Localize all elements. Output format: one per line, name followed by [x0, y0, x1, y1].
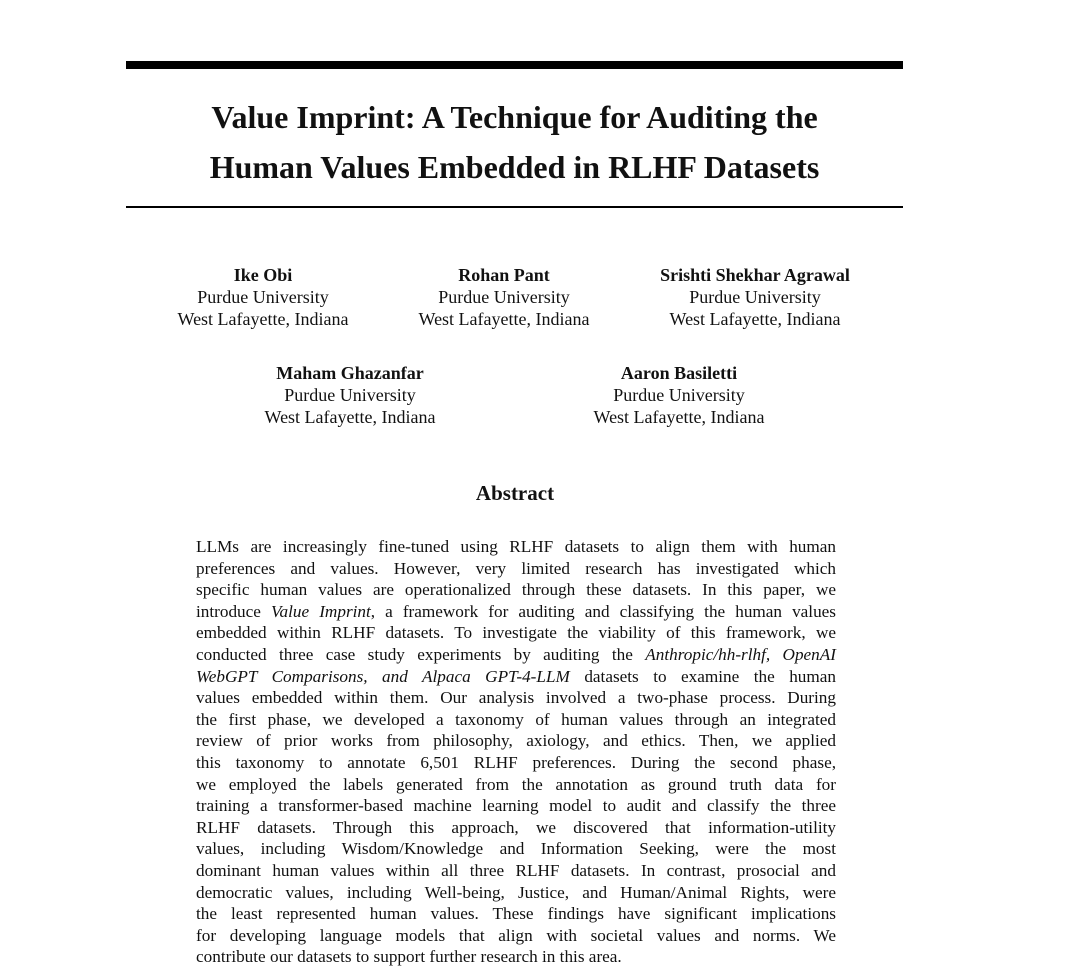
abstract-line: training a transformer-based machine learning model to audit and classify the three	[196, 796, 836, 816]
abstract-line: LLMs are increasingly fine-tuned using RLHF datasets to align them with human	[196, 537, 836, 556]
abstract-line: the first phase, we developed a taxonomy of human values through an integrated	[196, 709, 836, 729]
author-location: West Lafayette, Indiana	[593, 407, 765, 427]
author-location: West Lafayette, Indiana	[264, 407, 436, 427]
abstract-line: contribute our datasets to support further research in this area.	[196, 947, 622, 967]
author-name: Ike Obi	[233, 265, 293, 285]
abstract-line: preferences and values. However, very limited research has investigated which	[196, 558, 836, 578]
top-rule	[126, 61, 903, 69]
abstract-line: review of prior works from philosophy, axiology, and ethics. Then, we applied	[196, 731, 836, 751]
framework-name-emphasis: Value Imprint	[270, 601, 371, 621]
author-affiliation: Purdue University	[438, 287, 570, 307]
paper-title-line-1: Value Imprint: A Technique for Auditing the	[211, 99, 818, 135]
title-bottom-rule	[126, 206, 903, 208]
author-location: West Lafayette, Indiana	[418, 309, 590, 329]
author-affiliation: Purdue University	[284, 385, 416, 405]
author-name: Aaron Basiletti	[620, 363, 738, 383]
abstract-line: values embedded within them. Our analysis involved a two-phase process. During	[196, 688, 836, 708]
paper-title	[126, 92, 903, 192]
abstract-text-segment: datasets to examine the human	[569, 666, 836, 686]
author-affiliation: Purdue University	[197, 287, 329, 307]
abstract-line: embedded within RLHF datasets. To investigate the viability of this framework, we	[196, 623, 836, 643]
abstract-line: the least represented human values. These findings have significant implications	[196, 904, 836, 924]
author-block-ike-obi	[133, 264, 393, 330]
dataset-names-emphasis: Anthropic/hh-rlhf, OpenAI	[645, 644, 836, 664]
abstract-text-segment: , a framework for auditing and classifying the human values	[370, 601, 836, 621]
author-name: Maham Ghazanfar	[276, 363, 424, 383]
author-block-aaron-basiletti	[549, 362, 809, 428]
abstract-line	[196, 644, 836, 666]
author-affiliation: Purdue University	[689, 287, 821, 307]
author-name: Srishti Shekhar Agrawal	[660, 265, 850, 285]
author-location: West Lafayette, Indiana	[177, 309, 349, 329]
abstract-heading: Abstract	[475, 481, 555, 505]
author-location: West Lafayette, Indiana	[669, 309, 841, 329]
abstract-line	[196, 601, 836, 623]
abstract-text-segment: conducted three case study experiments by auditing the	[196, 644, 646, 664]
abstract-text-segment: introduce	[196, 601, 271, 621]
abstract-line: specific human values are operationalized through these datasets. In this paper, we	[196, 580, 836, 600]
paper-title-line-2: Human Values Embedded in RLHF Datasets	[209, 149, 820, 185]
author-name: Rohan Pant	[458, 265, 550, 285]
abstract-line: we employed the labels generated from the annotation as ground truth data for	[196, 774, 836, 794]
abstract-line: RLHF datasets. Through this approach, we discovered that information-utility	[196, 817, 836, 837]
author-block-srishti-shekhar-agrawal	[625, 264, 885, 330]
abstract-line: dominant human values within all three RLHF datasets. In contrast, prosocial and	[196, 860, 836, 880]
dataset-names-emphasis: WebGPT Comparisons, and Alpaca GPT-4-LLM	[196, 666, 570, 686]
abstract-line: for developing language models that align with societal values and norms. We	[196, 925, 836, 945]
abstract-line: democratic values, including Well-being, Justice, and Human/Animal Rights, were	[196, 882, 836, 902]
author-affiliation: Purdue University	[613, 385, 745, 405]
abstract-line	[196, 666, 836, 688]
author-block-maham-ghazanfar	[220, 362, 480, 428]
abstract-line: values, including Wisdom/Knowledge and Information Seeking, were the most	[196, 839, 836, 859]
author-block-rohan-pant	[374, 264, 634, 330]
abstract-line: this taxonomy to annotate 6,501 RLHF preferences. During the second phase,	[196, 752, 836, 772]
abstract-body	[196, 536, 836, 968]
